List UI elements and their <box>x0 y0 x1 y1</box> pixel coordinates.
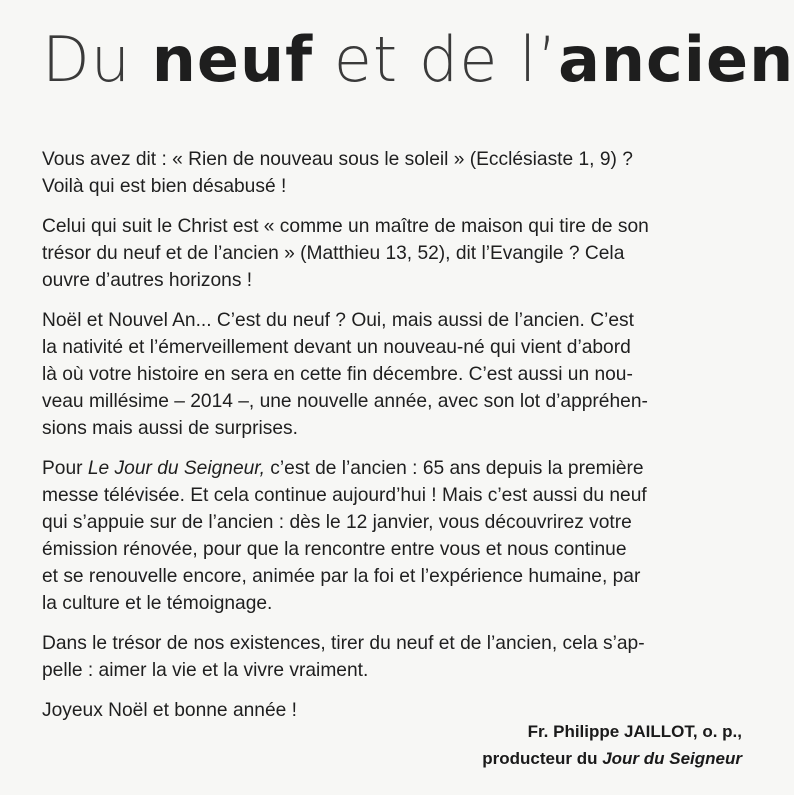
article-body <box>42 146 742 737</box>
title-part-l: l’ <box>519 23 559 96</box>
paragraph-line: ouvre d’autres horizons ! <box>42 270 253 291</box>
paragraph-line: veau millésime – 2014 –, une nouvelle année, avec son lot d’appréhen- <box>42 391 648 412</box>
paragraph-4-lead-rest: c’est de l’ancien : 65 ans depuis la première <box>264 458 644 479</box>
paragraph-4-lead: Pour <box>42 458 88 479</box>
paragraph-line: là où votre histoire en sera en cette fin décembre. C’est aussi un nou- <box>42 364 633 385</box>
signature-block <box>482 718 742 772</box>
show-title-italic: Le Jour du Seigneur, <box>87 458 265 479</box>
title-part-ancien: ancien <box>558 23 794 96</box>
paragraph-3 <box>42 307 742 442</box>
paragraph-line: et se renouvelle encore, animée par la foi et l’expérience humaine, par <box>42 566 641 587</box>
signature-role-italic: Jour du Seigneur <box>602 749 742 768</box>
paragraph-line: Voilà qui est bien désabusé ! <box>42 176 287 197</box>
paragraph-line: Dans le trésor de nos existences, tirer du neuf et de l’ancien, cela s’ap- <box>42 633 645 654</box>
paragraph-line: la culture et le témoignage. <box>42 593 273 614</box>
paragraph-2 <box>42 213 742 294</box>
signature-role-prefix: producteur du <box>482 749 603 768</box>
paragraph-line: Joyeux Noël et bonne année ! <box>42 700 297 721</box>
paragraph-5 <box>42 630 742 684</box>
article-title <box>42 20 794 100</box>
paragraph-4 <box>42 455 742 617</box>
paragraph-line: pelle : aimer la vie et la vivre vraiment. <box>42 660 369 681</box>
paragraph-1 <box>42 146 742 200</box>
paragraph-line: messe télévisée. Et cela continue aujourd’hui ! Mais c’est aussi du neuf <box>42 485 647 506</box>
paragraph-line: émission rénovée, pour que la rencontre entre vous et nous continue <box>42 539 627 560</box>
paragraph-line: sions mais aussi de surprises. <box>42 418 298 439</box>
signature-role <box>482 745 742 772</box>
signature-name: Fr. Philippe JAILLOT, o. p., <box>527 722 742 741</box>
title-part-et-de: et de <box>313 23 520 96</box>
title-part-du: Du <box>42 23 152 96</box>
paragraph-line <box>42 455 742 482</box>
paragraph-line: qui s’appuie sur de l’ancien : dès le 12 janvier, vous découvrirez votre <box>42 512 632 533</box>
paragraph-line: Noël et Nouvel An... C’est du neuf ? Oui, mais aussi de l’ancien. C’est <box>42 310 634 331</box>
paragraph-line: Vous avez dit : « Rien de nouveau sous le soleil » (Ecclésiaste 1, 9) ? <box>42 149 633 170</box>
title-part-neuf: neuf <box>151 23 314 96</box>
paragraph-line: la nativité et l’émerveillement devant un nouveau-né qui vient d’abord <box>42 337 631 358</box>
paragraph-line: Celui qui suit le Christ est « comme un maître de maison qui tire de son <box>42 216 649 237</box>
paragraph-line: trésor du neuf et de l’ancien » (Matthieu 13, 52), dit l’Evangile ? Cela <box>42 243 625 264</box>
